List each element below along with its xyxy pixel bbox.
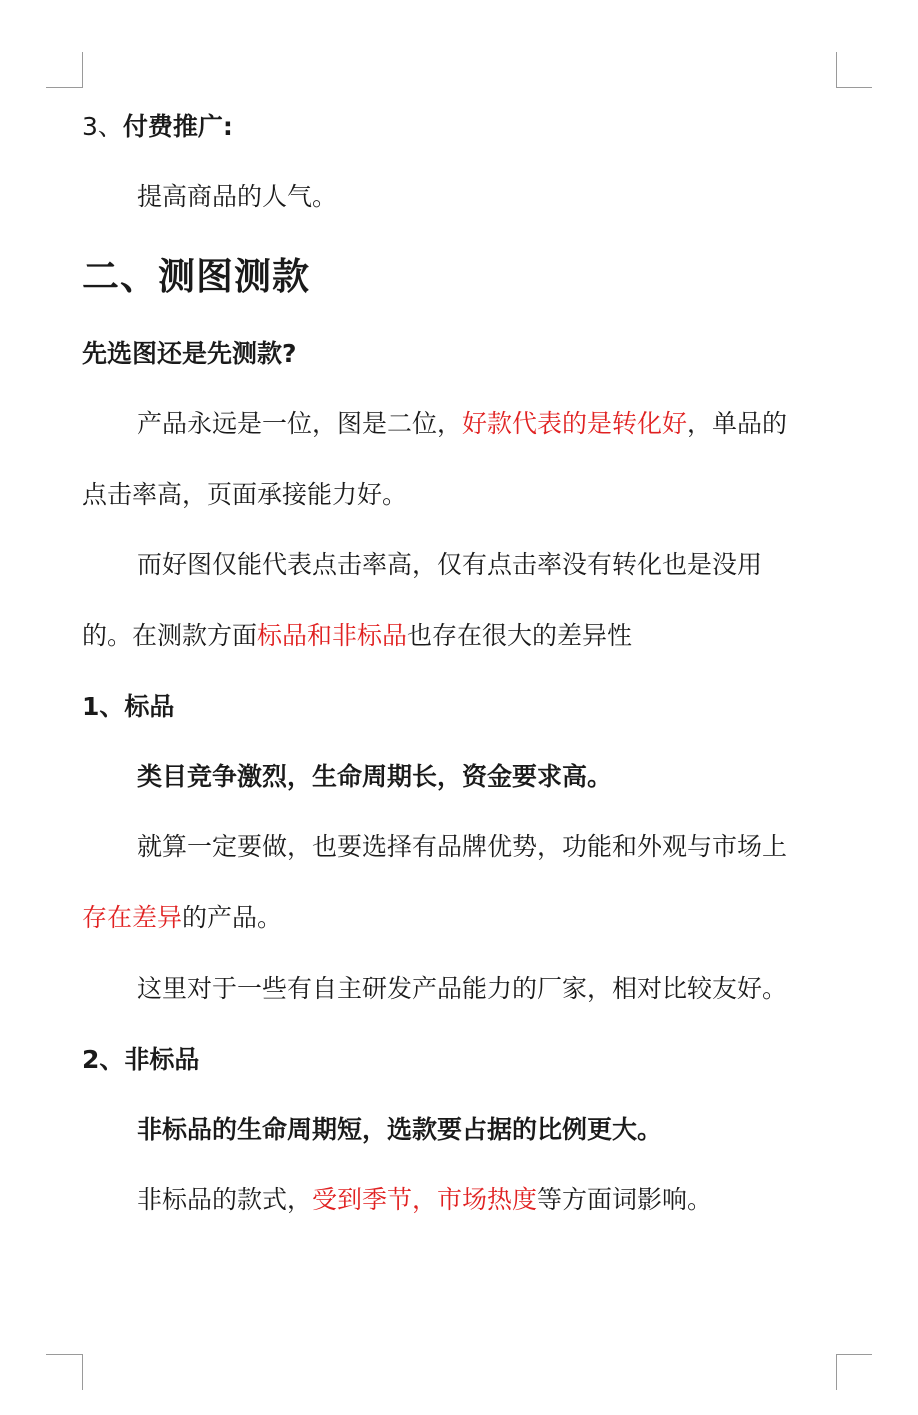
question-heading: 先选图还是先测款?: [82, 339, 297, 368]
paragraph-1: [82, 401, 787, 447]
subsection-2-bold-statement: 非标品的生命周期短，选款要占据的比例更大。: [137, 1115, 663, 1144]
paragraph-1-highlight: 好款代表的是转化好: [462, 409, 688, 438]
heading-level-2: 二、测图测款: [82, 255, 310, 298]
paragraph-1-part-a: 产品永远是一位，图是二位，: [137, 409, 463, 438]
subsection-1-highlight: 存在差异: [82, 903, 183, 932]
section-3-heading: [82, 104, 233, 150]
subsection-1-paragraph-1-continued: [82, 895, 282, 941]
subsection-2-part-a: 非标品的款式，: [137, 1185, 313, 1214]
paragraph-2-highlight: 标品和非标品: [257, 621, 408, 650]
subsection-1-bold-statement: 类目竞争激烈，生命周期长，资金要求高。: [137, 762, 613, 791]
section-3-number: 3、: [82, 112, 123, 141]
subsection-2-paragraph-1: [82, 1177, 712, 1223]
subsection-2-heading: 2、非标品: [82, 1045, 200, 1074]
paragraph-2-part-a: 的。在测款方面: [82, 621, 258, 650]
paragraph-1-part-c: ，单品的: [687, 409, 788, 438]
section-3-body: 提高商品的人气。: [137, 182, 338, 211]
subsection-1-paragraph-2: 这里对于一些有自主研发产品能力的厂家，相对比较友好。: [137, 974, 788, 1003]
section-3-title: 付费推广:: [122, 112, 233, 141]
subsection-1-paragraph-1: 就算一定要做，也要选择有品牌优势，功能和外观与市场上: [137, 832, 788, 861]
subsection-2-highlight: 受到季节，市场热度: [312, 1185, 538, 1214]
paragraph-2: 而好图仅能代表点击率高，仅有点击率没有转化也是没用: [137, 550, 763, 579]
paragraph-1-continued: 点击率高，页面承接能力好。: [82, 480, 408, 509]
subsection-1-heading: 1、标品: [82, 692, 175, 721]
subsection-1-part-b: 的产品。: [182, 903, 283, 932]
paragraph-2-part-c: 也存在很大的差异性: [407, 621, 633, 650]
subsection-2-part-c: 等方面词影响。: [537, 1185, 713, 1214]
paragraph-2-continued: [82, 613, 632, 659]
